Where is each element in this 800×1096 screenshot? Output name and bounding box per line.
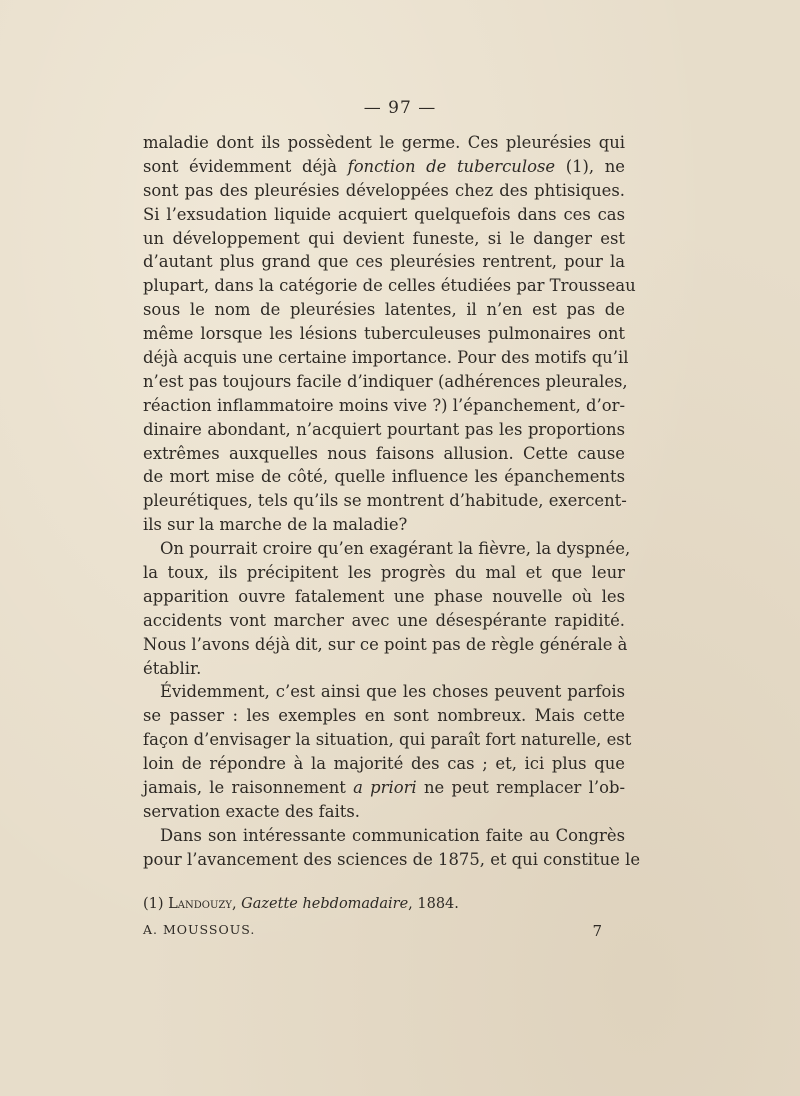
- footnote-marker: (1): [143, 896, 169, 912]
- text-line: se passer : les exemples en sont nombreux. Mais cette: [143, 706, 625, 726]
- text-segment: sont évidemment déjà: [143, 156, 348, 176]
- text-line: établir.: [143, 658, 202, 678]
- text-line: apparition ouvre fatalement une phase nouvelle où les: [143, 586, 625, 606]
- italic-segment: fonction de tuberculose: [347, 156, 556, 176]
- text-line: maladie dont ils possèdent le germe. Ces pleurésies qui: [143, 133, 625, 152]
- text-line: accidents vont marcher avec une désespérante rapidité.: [143, 610, 625, 630]
- author-signature: A. MOUSSOUS.: [143, 922, 256, 937]
- footnote-separator: ,: [231, 896, 242, 912]
- text-line: pour l’avancement des sciences de 1875, et qui constitue le: [143, 849, 641, 869]
- text-line: sont pas des pleurésies développées chez des phtisiques.: [143, 180, 625, 200]
- footnote-year: , 1884.: [408, 896, 459, 912]
- body-text: [143, 131, 641, 872]
- text-line: On pourrait croire qu’en exagérant la fièvre, la dyspnée,: [160, 539, 631, 559]
- text-line: façon d’envisager la situation, qui paraît fort naturelle, est: [143, 730, 632, 750]
- text-line: loin de répondre à la majorité des cas ; et, ici plus que: [143, 754, 625, 774]
- text-line: Si l’exsudation liquide acquiert quelquefois dans ces cas: [143, 204, 625, 224]
- text-segment: (1), ne: [555, 156, 625, 176]
- italic-segment: a priori: [353, 778, 417, 798]
- text-line: extrêmes auxquelles nous faisons allusion. Cette cause: [143, 443, 625, 463]
- text-line: de mort mise de côté, quelle influence les épanchements: [143, 467, 625, 487]
- text-line: déjà acquis une certaine importance. Pour des motifs qu’il: [143, 348, 629, 368]
- text-line: Dans son intéressante communication faite au Congrès: [160, 825, 625, 845]
- text-line: n’est pas toujours facile d’indiquer (adhérences pleurales,: [143, 371, 628, 391]
- text-line: Nous l’avons déjà dit, sur ce point pas de règle générale à: [143, 634, 628, 654]
- text-line: la toux, ils précipitent les progrès du mal et que leur: [143, 563, 625, 583]
- text-line: pleurétiques, tels qu’ils se montrent d’habitude, exercent-: [143, 491, 627, 511]
- text-line: ils sur la marche de la maladie?: [143, 515, 408, 535]
- text-segment: ne peut remplacer l’ob-: [416, 778, 625, 798]
- text-line: plupart, dans la catégorie de celles étudiées par Trousseau: [143, 276, 636, 296]
- text-line: sous le nom de pleurésies latentes, il n’en est pas de: [143, 300, 625, 320]
- text-line: réaction inflammatoire moins vive ?) l’épanchement, d’or-: [143, 395, 625, 415]
- text-line: même lorsque les lésions tuberculeuses pulmonaires ont: [143, 324, 625, 344]
- page-number: — 97 —: [363, 98, 437, 118]
- footnote: [143, 896, 625, 912]
- text-line: un développement qui devient funeste, si le danger est: [143, 228, 625, 248]
- text-line: Évidemment, c’est ainsi que les choses peuvent parfois: [160, 682, 625, 702]
- text-line: servation exacte des faits.: [143, 801, 360, 821]
- text-line: [143, 776, 625, 800]
- text-line: d’autant plus grand que ces pleurésies rentrent, pour la: [143, 252, 625, 272]
- footnote-author: Landouzy: [168, 896, 232, 912]
- text-segment: jamais, le raisonnement: [143, 778, 354, 798]
- text-line: [143, 155, 625, 179]
- sheet-number: 7: [592, 922, 603, 940]
- text-line: dinaire abondant, n’acquiert pourtant pas les proportions: [143, 419, 625, 439]
- footnote-journal: Gazette hebdomadaire: [241, 896, 409, 912]
